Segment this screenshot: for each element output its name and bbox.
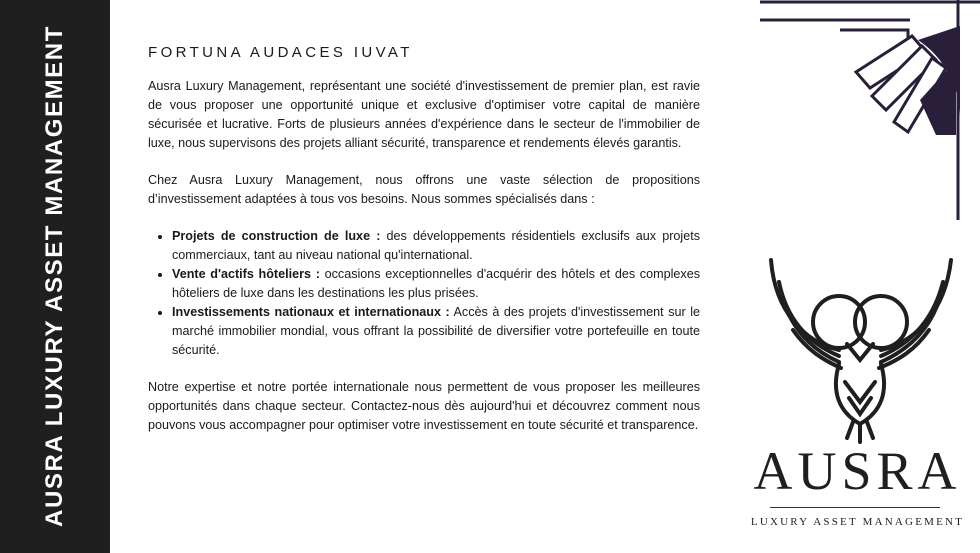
list-item <box>172 265 700 303</box>
service-title: Investissements nationaux et internationaux : <box>172 305 450 319</box>
services-list <box>148 227 700 360</box>
service-text: occasions exceptionnelles d'acquérir des hôtels et des complexes hôteliers de luxe dans les destinations les plus prisées. <box>172 267 700 300</box>
service-title: Vente d'actifs hôteliers : <box>172 267 320 281</box>
sidebar <box>0 0 110 553</box>
list-item <box>172 227 700 265</box>
list-item <box>172 303 700 360</box>
motto-heading: FORTUNA AUDACES IUVAT <box>148 44 413 61</box>
selection-paragraph: Chez Ausra Luxury Management, nous offrons une vaste sélection de propositions d’investissement adaptées à tous vos besoins. Nous sommes spécialisés dans : <box>148 173 700 206</box>
brand-tagline: LUXURY ASSET MANAGEMENT <box>750 516 965 528</box>
service-text: Accès à des projets d'investissement sur le marché immobilier mondial, vous offrant la possibilité de diversifier votre portefeuille en toute sécurité. <box>172 305 701 357</box>
service-text: des développements résidentiels exclusifs aux projets commerciaux, tant au niveau national qu'international. <box>172 229 701 262</box>
main-content <box>148 44 700 453</box>
service-title: Projets de construction de luxe : <box>172 229 381 243</box>
art-deco-sunburst-icon <box>760 0 980 222</box>
brand-name: AUSRA <box>753 441 962 501</box>
sidebar-title: AUSRA LUXURY ASSET MANAGEMENT <box>41 25 68 527</box>
brand-divider <box>770 507 940 508</box>
closing-paragraph: Notre expertise et notre portée internationale nous permettent de vous proposer les meilleures opportunités dans chaque secteur. Contactez-nous dès aujourd'hui et découvrez comment nous pouvons vous accompagner pour optimiser votre investissement en toute sécurité et transparence. <box>148 380 700 432</box>
intro-paragraph: Ausra Luxury Management, représentant une société d'investissement de premier plan, est ravie de vous proposer une opportunité unique et exclusive d'optimiser votre capital de manière sécurisée et lucrative. Forts de plusieurs années d'expérience dans le secteur de l'immobilier de luxe, nous supervisons des projets alliant sécurité, transparence et rendements élevés garantis. <box>148 79 700 150</box>
